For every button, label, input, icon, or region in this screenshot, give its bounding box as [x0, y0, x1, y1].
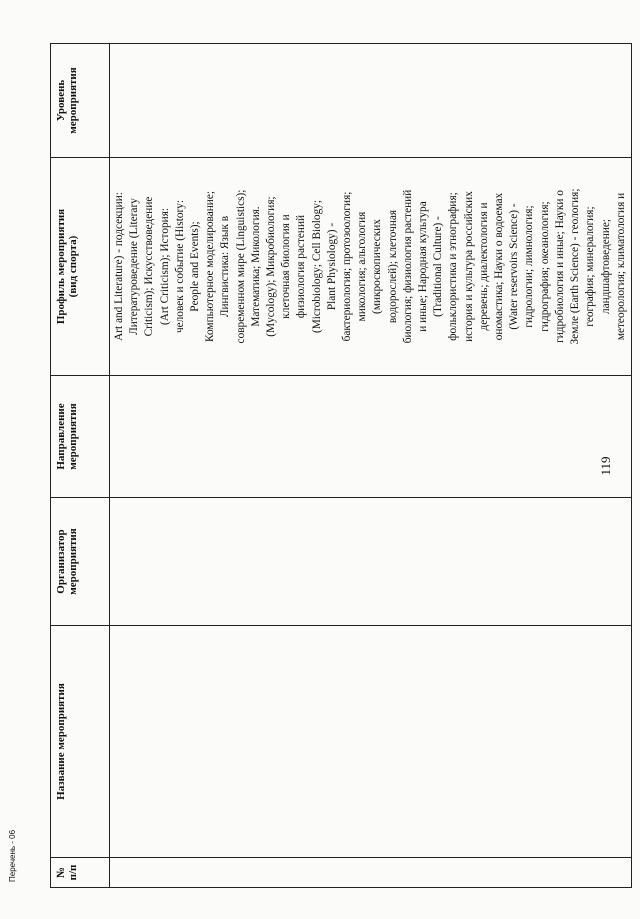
profile-text-line: деревень; диалектология и [477, 202, 490, 331]
profile-text-line: гидрография; океанология; [538, 201, 551, 332]
page-number: 119 [598, 456, 613, 476]
table-row [110, 44, 632, 888]
profile-text-line: Компьютерное моделирование; [204, 191, 217, 342]
profile-text-line: клеточная биология и [280, 214, 293, 319]
profile-text-line: ландшафтоведение; [599, 218, 612, 315]
profile-text-line: Литературоведение (Literary [128, 198, 141, 335]
header-direction: Направление мероприятия [51, 376, 110, 498]
profile-text-line: микология; альгология [356, 211, 369, 322]
profile-text-line: ономастика; Науки о водоемах [493, 192, 506, 341]
profile-text-line: People and Events); [189, 221, 202, 312]
cell-level [110, 44, 632, 158]
cell-event-name [110, 626, 632, 858]
header-profile: Профиль мероприятия (вид спорта) [51, 158, 110, 376]
profile-text-line: (Microbiology; Cell Biology; [310, 199, 323, 334]
header-number: № п/п [51, 858, 110, 888]
profile-text-line: человек и событие (History: [173, 199, 186, 334]
footer-note: Перечень - 06 [8, 829, 17, 882]
header-organizer: Организатор мероприятия [51, 498, 110, 626]
profile-text-line: водорослей); клеточная [386, 209, 399, 324]
profile-text-line: Criticism); Искусствоведение [143, 196, 156, 337]
profile-text-line: фольклористика и этнография; [447, 192, 460, 341]
profile-text-line: Plant Physiology) - [325, 222, 338, 311]
profile-text-line: гидрологии; лимнология; [523, 205, 536, 328]
profile-text-line: гидробиология и иные; Науки о [553, 190, 566, 343]
profile-text-line: Земле (Earth Science) - геология; [569, 188, 582, 345]
profile-text-line: Математика; Микология. [249, 206, 262, 327]
events-table [50, 43, 632, 888]
profile-text-line: Лингвистика: Язык в [219, 215, 232, 318]
header-level: Уровень мероприятия [51, 44, 110, 158]
cell-direction [110, 376, 632, 498]
profile-text-line: география; минералогия; [584, 206, 597, 327]
cell-number [110, 858, 632, 888]
profile-text-line: современном мире (Linguistics); [234, 189, 247, 344]
profile-text-line: (Mycology); Микробиология; [265, 196, 278, 337]
rotated-page-content [8, 44, 627, 888]
profile-text-line: физиология растений [295, 214, 308, 319]
profile-text-line: Art and Literature) - подсекции: [113, 192, 125, 341]
table-header-row [51, 44, 110, 888]
profile-text-line: биология; физиология растений [401, 189, 414, 344]
cell-profile [110, 158, 632, 376]
profile-text-line: (микроскопических [371, 219, 384, 314]
profile-text-line: (Art Criticism); История: [158, 207, 171, 326]
profile-text-line: история и культура российских [462, 191, 475, 342]
cell-organizer [110, 498, 632, 626]
profile-text-line: (Traditional Culture) - [432, 216, 445, 317]
profile-text-line: метеорология; климатология и [614, 192, 627, 341]
profile-text-line: бактериология; протозоология; [341, 191, 354, 342]
header-event-name: Название мероприятия [51, 626, 110, 858]
profile-text-line: (Water reservoirs Science) - [508, 203, 521, 330]
profile-text-line: и иные; Народная культура [417, 201, 430, 332]
